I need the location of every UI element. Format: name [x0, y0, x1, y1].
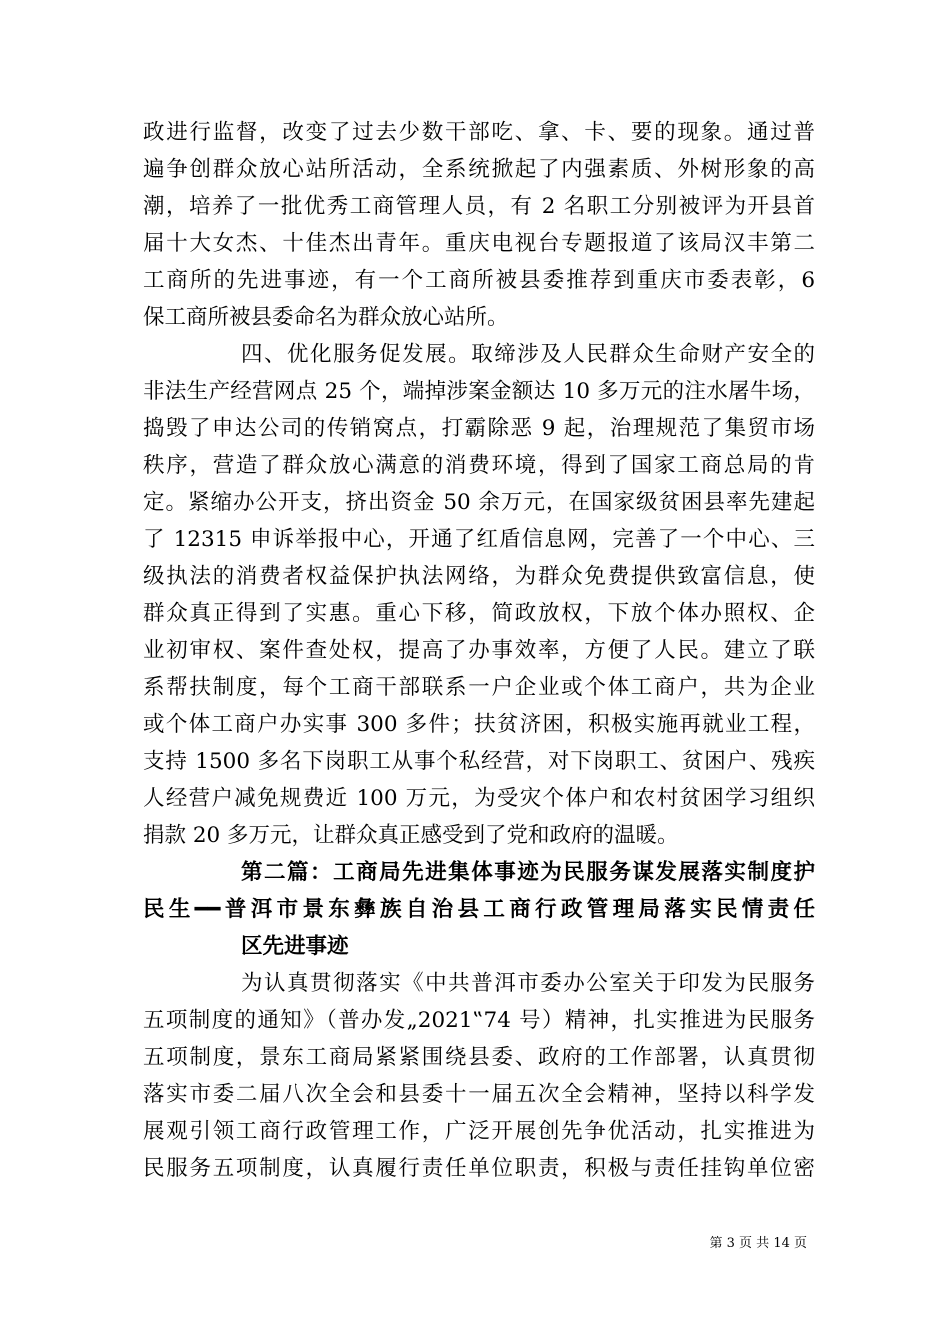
text-line: 群众真正得到了实惠。重心下移，简政放权，下放个体办照权、企 [143, 601, 815, 626]
text-line: 了 12315 申诉举报中心，开通了红盾信息网，完善了一个中心、三 [143, 527, 815, 552]
text-line: 保工商所被县委命名为群众放心站所。 [143, 305, 509, 330]
paragraph-continuation [143, 114, 815, 336]
text-line: 级执法的消费者权益保护执法网络，为群众免费提供致富信息，使 [143, 564, 815, 589]
text-line: 落实市委二届八次全会和县委十一届五次全会精神，坚持以科学发 [143, 1082, 815, 1107]
text-line: 遍争创群众放心站所活动，全系统掀起了内强素质、外树形象的高 [143, 157, 815, 182]
text-line: 潮，培养了一批优秀工商管理人员，有 2 名职工分别被评为开县首 [143, 194, 815, 219]
text-line: 四、优化服务促发展。取缔涉及人民群众生命财产安全的 [241, 342, 815, 367]
text-line: 五项制度，景东工商局紧紧围绕县委、政府的工作部署，认真贯彻 [143, 1045, 815, 1070]
text-line: 定。紧缩办公开支，挤出资金 50 余万元，在国家级贫困县率先建起 [143, 490, 815, 515]
text-line: 支持 1500 多名下岗职工从事个私经营，对下岗职工、贫困户、残疾 [143, 749, 815, 774]
text-line: 捣毁了申达公司的传销窝点，打霸除恶 9 起，治理规范了集贸市场 [143, 416, 815, 441]
text-line: 人经营户减免规费近 100 万元，为受灾个体户和农村贫困学习组织 [143, 786, 815, 811]
page-number: 第 3 页 共 14 页 [709, 1236, 807, 1251]
heading-line: 民生━━普洱市景东彝族自治县工商行政管理局落实民情责任 [143, 897, 815, 922]
text-line: 政进行监督，改变了过去少数干部吃、拿、卡、要的现象。通过普 [143, 120, 815, 145]
document-body [143, 114, 815, 1187]
text-line: 为认真贯彻落实《中共普洱市委办公室关于印发为民服务 [241, 971, 815, 996]
heading-line: 区先进事迹 [241, 934, 349, 959]
text-line: 五项制度的通知》（普办发„2021‟74 号）精神，扎实推进为民服务 [143, 1008, 815, 1033]
text-line: 系帮扶制度，每个工商干部联系一户企业或个体工商户，共为企业 [143, 675, 815, 700]
text-line: 捐款 20 多万元，让群众真正感受到了党和政府的温暖。 [143, 823, 679, 848]
heading-line: 第二篇：工商局先进集体事迹为民服务谋发展落实制度护 [241, 860, 815, 885]
text-line: 业初审权、案件查处权，提高了办事效率，方便了人民。建立了联 [143, 638, 815, 663]
text-line: 展观引领工商行政管理工作，广泛开展创先争优活动，扎实推进为 [143, 1119, 815, 1144]
text-line: 或个体工商户办实事 300 多件；扶贫济困，积极实施再就业工程， [143, 712, 815, 737]
text-line: 届十大女杰、十佳杰出青年。重庆电视台专题报道了该局汉丰第二 [143, 231, 815, 256]
text-line: 民服务五项制度，认真履行责任单位职责，积极与责任挂钩单位密 [143, 1156, 815, 1181]
section-heading [143, 854, 815, 965]
text-line: 秩序，营造了群众放心满意的消费环境，得到了国家工商总局的肯 [143, 453, 815, 478]
text-line: 工商所的先进事迹，有一个工商所被县委推荐到重庆市委表彰，6 [143, 268, 815, 293]
text-line: 非法生产经营网点 25 个，端掉涉案金额达 10 多万元的注水屠牛场， [143, 379, 815, 404]
paragraph-service-development [143, 336, 815, 854]
paragraph-implementation [143, 965, 815, 1187]
